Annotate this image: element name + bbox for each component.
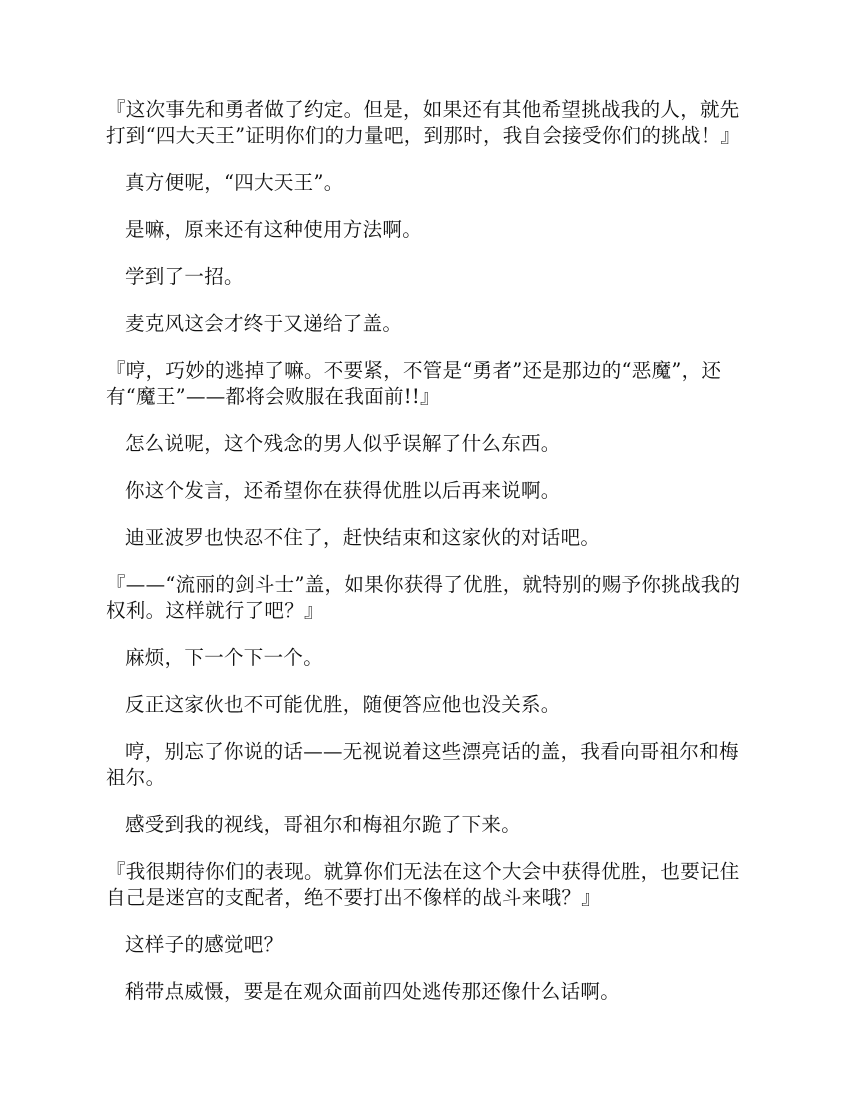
paragraph: 这样子的感觉吧？	[125, 933, 284, 956]
paragraph: 稍带点威慑，要是在观众面前四处逃传那还像什么话啊。	[125, 980, 621, 1003]
text-body	[106, 97, 748, 1026]
paragraph: 是嘛，原来还有这种使用方法啊。	[125, 218, 423, 241]
paragraph: 麦克风这会才终于又递给了盖。	[125, 312, 403, 335]
paragraph: 『这次事先和勇者做了约定。但是，如果还有其他希望挑战我的人，就先打到“四大天王”证明你们的力量吧，到那时，我自会接受你们的挑战！』	[106, 98, 741, 147]
paragraph: 怎么说呢，这个残念的男人似乎误解了什么东西。	[125, 432, 561, 455]
paragraph: 反正这家伙也不可能优胜，随便答应他也没关系。	[125, 693, 561, 716]
paragraph: 你这个发言，还希望你在获得优胜以后再来说啊。	[125, 479, 561, 502]
paragraph: 哼，别忘了你说的话——无视说着这些漂亮话的盖，我看向哥祖尔和梅祖尔。	[106, 740, 739, 789]
paragraph: 『我很期待你们的表现。就算你们无法在这个大会中获得优胜，也要记住自己是迷宫的支配者，绝不要打出不像样的战斗来哦？』	[106, 860, 740, 909]
paragraph: 迪亚波罗也快忍不住了，赶快结束和这家伙的对话吧。	[125, 526, 601, 549]
paragraph: 麻烦，下一个下一个。	[125, 646, 324, 669]
paragraph: 『哼，巧妙的逃掉了嘛。不要紧，不管是“勇者”还是那边的“恶魔”，还有“魔王”——都将会败服在我面前!!』	[106, 359, 722, 408]
paragraph: 学到了一招。	[125, 265, 244, 288]
paragraph: 真方便呢，“四大天王”。	[125, 171, 344, 194]
paragraph: 感受到我的视线，哥祖尔和梅祖尔跪了下来。	[125, 813, 522, 836]
paragraph: 『——“流丽的剑斗士”盖，如果你获得了优胜，就特别的赐予你挑战我的权利。这样就行了吧？』	[106, 573, 741, 622]
